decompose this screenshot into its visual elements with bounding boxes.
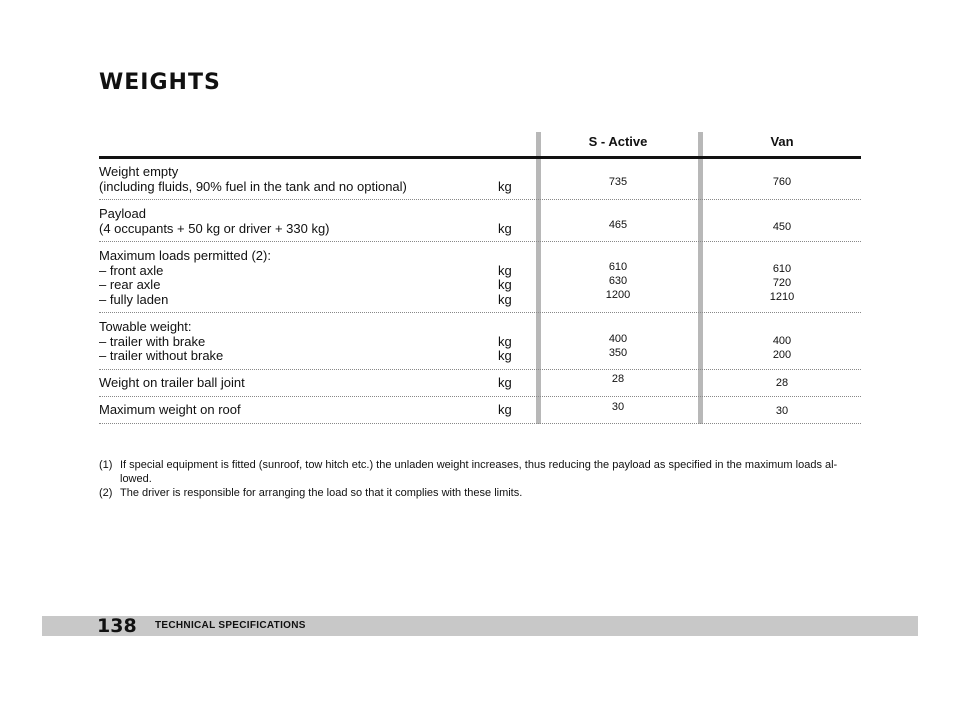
row-separator bbox=[99, 369, 861, 370]
value-s-active: 465 bbox=[608, 219, 628, 231]
row-label: Weight empty (including fluids, 90% fuel in the tank and no optional) bbox=[99, 164, 407, 194]
value-van: 30 bbox=[775, 405, 789, 417]
row-separator bbox=[99, 199, 861, 200]
row-units: kg bbox=[498, 220, 512, 236]
page-title: WEIGHTS bbox=[99, 70, 221, 95]
footnote-2: (2) The driver is responsible for arranging the load so that it complies with these limits. bbox=[99, 487, 523, 499]
value-van: 610 720 1210 bbox=[769, 263, 795, 303]
row-units: kg kg bbox=[498, 333, 512, 363]
row-units: kg bbox=[498, 178, 512, 194]
value-s-active: 735 bbox=[608, 176, 628, 188]
value-van: 28 bbox=[775, 377, 789, 389]
value-van: 400 200 bbox=[772, 335, 792, 361]
row-units: kg bbox=[498, 402, 512, 417]
footnote-1: (1) If special equipment is fitted (sunroof, tow hitch etc.) the unladen weight increases, thus reducing the payload as specified in the maximum loads al-lowed. bbox=[99, 459, 838, 485]
row-label: Towable weight: – trailer with brake – trailer without brake bbox=[99, 319, 224, 363]
value-s-active: 30 bbox=[611, 401, 625, 413]
value-van: 760 bbox=[772, 176, 792, 188]
row-label: Payload (4 occupants + 50 kg or driver + 330 kg) bbox=[99, 206, 330, 236]
footnotes bbox=[99, 458, 861, 500]
row-label: Maximum weight on roof bbox=[99, 402, 241, 417]
value-van: 450 bbox=[772, 221, 792, 233]
row-separator bbox=[99, 423, 861, 424]
row-separator bbox=[99, 241, 861, 242]
value-s-active: 610 630 1200 bbox=[605, 261, 631, 301]
value-s-active: 400 350 bbox=[608, 333, 628, 359]
row-label: Maximum loads permitted (2): – front axle – rear axle – fully laden bbox=[99, 248, 271, 307]
page-number: 138 bbox=[97, 615, 137, 637]
column-header-van: Van bbox=[770, 134, 794, 149]
row-units: kg kg kg bbox=[498, 262, 512, 307]
row-separator bbox=[99, 396, 861, 397]
header-rule bbox=[99, 156, 861, 159]
row-separator bbox=[99, 312, 861, 313]
row-label: Weight on trailer ball joint bbox=[99, 375, 245, 390]
value-s-active: 28 bbox=[611, 373, 625, 385]
column-header-s-active: S - Active bbox=[588, 134, 648, 149]
section-name: TECHNICAL SPECIFICATIONS bbox=[155, 620, 306, 631]
page-footer bbox=[42, 616, 918, 636]
row-units: kg bbox=[498, 375, 512, 390]
